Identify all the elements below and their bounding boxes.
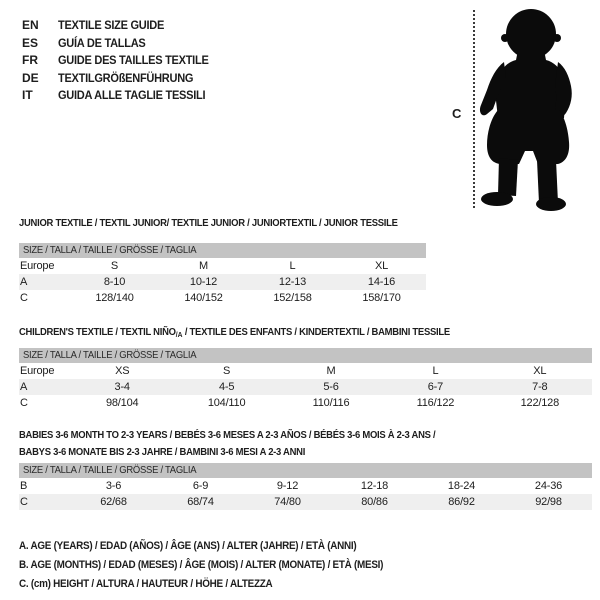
- size-cell: L: [289, 260, 296, 272]
- language-row: [22, 70, 222, 88]
- size-cell: 8-10: [103, 276, 126, 288]
- table-row: [19, 290, 426, 306]
- language-code: DE: [22, 70, 39, 85]
- junior-table-title: [19, 215, 398, 232]
- row-label: A: [20, 381, 28, 393]
- height-measure-label: C: [452, 106, 462, 121]
- title-subscript: /A: [175, 330, 183, 339]
- title-text: BABYS 3-6 MONATE BIS 2-3 JAHRE / BAMBINI 3-6 MESI A 2-3 ANNI: [19, 445, 306, 458]
- language-label: TEXTILGRÖßENFÜHRUNG: [58, 70, 194, 85]
- size-cell: XS: [115, 365, 130, 377]
- size-cell: XL: [374, 260, 389, 272]
- baby-silhouette-icon: [478, 6, 588, 214]
- size-cell: S: [223, 365, 231, 377]
- row-label: B: [20, 480, 28, 492]
- size-cell: 98/104: [105, 397, 139, 409]
- size-cell: 140/152: [184, 292, 223, 304]
- table-title-line: [19, 444, 435, 461]
- table-row: [19, 363, 592, 379]
- language-row: [22, 87, 222, 105]
- table-row: [19, 494, 592, 510]
- footnote: [19, 537, 424, 556]
- size-cell: 4-5: [218, 381, 235, 393]
- table-title-line: [19, 215, 398, 232]
- babies-table: [19, 463, 592, 510]
- size-header-bar: [19, 463, 592, 478]
- table-row: [19, 274, 426, 290]
- row-label: C: [20, 496, 28, 508]
- footnote-text: B. AGE (MONTHS) / EDAD (MESES) / ÂGE (MOIS) / ALTER (MONATE) / ETÀ (MESI): [19, 559, 384, 572]
- size-cell: 12-13: [278, 276, 307, 288]
- title-text: BABIES 3-6 MONTH TO 2-3 YEARS / BEBÉS 3-6 MESES A 2-3 AÑOS / BÉBÉS 3-6 MOIS À 2-3 ANS /: [19, 429, 436, 441]
- language-row: [22, 52, 222, 70]
- language-label: GUIDA ALLE TAGLIE TESSILI: [58, 88, 206, 102]
- row-label: A: [20, 276, 28, 288]
- size-cell: 68/74: [187, 496, 214, 508]
- footnote-list: [19, 537, 424, 595]
- size-cell: 5-6: [323, 381, 339, 393]
- table-row: [19, 379, 592, 395]
- size-cell: 116/122: [416, 397, 455, 409]
- size-cell: M: [326, 365, 336, 377]
- size-cell: L: [432, 365, 439, 377]
- footnote-text: A. AGE (YEARS) / EDAD (AÑOS) / ÂGE (ANS) / ALTER (JAHRE) / ETÀ (ANNI): [19, 540, 357, 552]
- size-cell: 74/80: [274, 496, 301, 508]
- size-cell: 122/128: [520, 397, 560, 409]
- size-cell: 3-6: [105, 480, 122, 492]
- size-cell: 18-24: [447, 480, 476, 492]
- babies-table-title: [19, 427, 435, 460]
- size-cell: 158/170: [362, 292, 401, 304]
- size-header-bar: [19, 348, 592, 363]
- junior-table: [19, 243, 426, 306]
- row-label: Europe: [20, 260, 55, 272]
- language-code: ES: [22, 35, 39, 50]
- size-cell: 24-36: [534, 480, 563, 492]
- size-cell: 110/116: [312, 397, 350, 409]
- footnote: [19, 556, 424, 575]
- footnote: [19, 575, 424, 594]
- table-row: [19, 478, 592, 494]
- table-row: [19, 258, 426, 274]
- language-row: [22, 35, 222, 53]
- height-measure-line: [473, 10, 475, 208]
- size-cell: 7-8: [532, 381, 548, 393]
- size-cell: 10-12: [189, 276, 218, 288]
- title-text: / TEXTILE DES ENFANTS / KINDERTEXTIL / BAMBINI TESSILE: [182, 326, 450, 338]
- size-cell: S: [110, 260, 119, 272]
- language-code: FR: [22, 53, 38, 67]
- title-text: JUNIOR TEXTILE / TEXTIL JUNIOR/ TEXTILE JUNIOR / JUNIORTEXTIL / JUNIOR TESSILE: [19, 217, 398, 229]
- table-row: [19, 395, 592, 411]
- language-code: IT: [22, 88, 33, 102]
- size-header-label: SIZE / TALLA / TAILLE / GRÖSSE / TAGLIA: [23, 244, 197, 256]
- children-table: [19, 348, 592, 411]
- size-cell: XL: [533, 365, 547, 377]
- table-title-line: [19, 324, 450, 344]
- size-cell: 14-16: [367, 276, 396, 288]
- size-cell: 62/68: [100, 496, 127, 508]
- row-label: C: [20, 292, 28, 304]
- size-header-bar: [19, 243, 426, 258]
- size-header-label: SIZE / TALLA / TAILLE / GRÖSSE / TAGLIA: [23, 464, 197, 476]
- size-cell: 128/140: [95, 292, 134, 304]
- size-cell: 6-9: [192, 480, 209, 492]
- size-cell: 104/110: [207, 397, 246, 409]
- size-cell: 80/86: [361, 496, 388, 508]
- size-cell: 6-7: [427, 381, 444, 393]
- size-cell: 86/92: [448, 496, 475, 508]
- language-list: [22, 17, 222, 105]
- language-label: TEXTILE SIZE GUIDE: [58, 18, 165, 32]
- size-cell: 92/98: [535, 496, 562, 508]
- language-row: [22, 17, 222, 35]
- size-cell: 3-4: [114, 381, 130, 393]
- language-label: GUIDE DES TAILLES TEXTILE: [58, 53, 209, 67]
- size-cell: M: [199, 260, 208, 272]
- children-table-title: [19, 324, 450, 344]
- footnote-text: C. (cm) HEIGHT / ALTURA / HAUTEUR / HÖHE / ALTEZZA: [19, 578, 273, 591]
- size-cell: 12-18: [360, 480, 389, 492]
- size-header-label: SIZE / TALLA / TAILLE / GRÖSSE / TAGLIA: [23, 349, 197, 361]
- row-label: Europe: [20, 365, 55, 377]
- size-cell: 152/158: [273, 292, 312, 304]
- language-label: GUÍA DE TALLAS: [58, 35, 146, 50]
- table-title-line: [19, 427, 435, 444]
- row-label: C: [20, 397, 28, 409]
- size-cell: 9-12: [276, 480, 299, 492]
- title-text: CHILDREN'S TEXTILE / TEXTIL NIÑO: [19, 326, 176, 338]
- language-code: EN: [22, 18, 39, 32]
